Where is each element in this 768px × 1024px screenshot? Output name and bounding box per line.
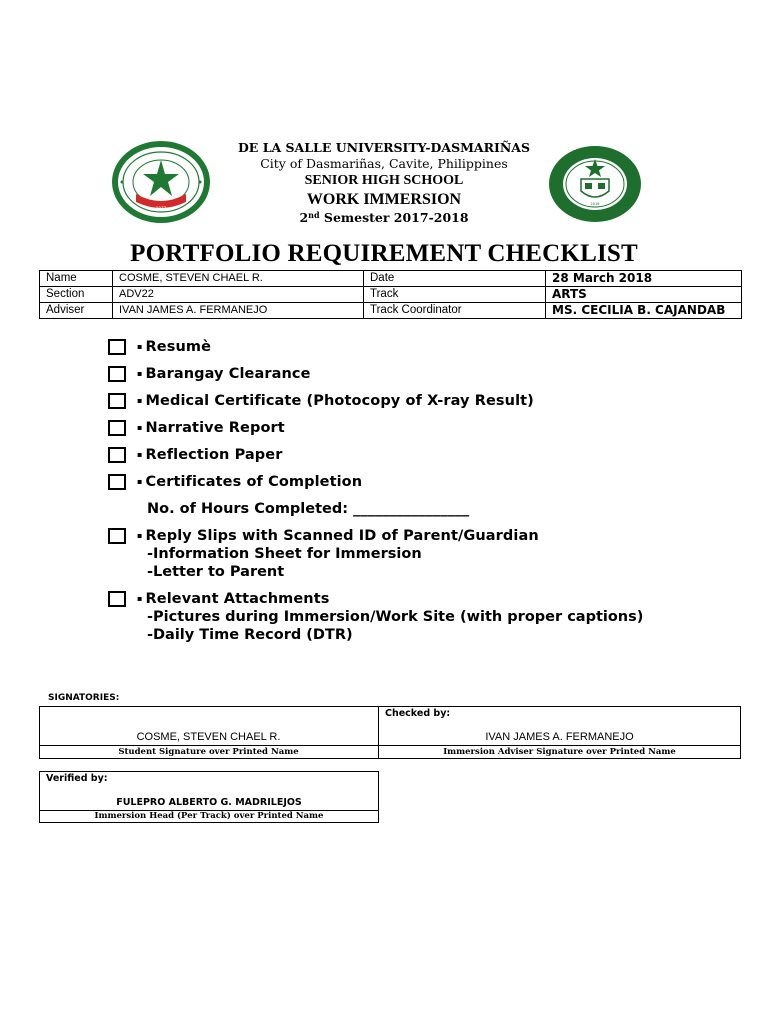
section-value: ADV22 bbox=[113, 287, 364, 303]
adviser-signature-caption: Immersion Adviser Signature over Printed Name bbox=[443, 747, 676, 757]
list-item: ▪ Reply Slips with Scanned ID of Parent/Guardian bbox=[137, 528, 539, 544]
checkbox-relevant-attachments[interactable] bbox=[108, 591, 126, 607]
signatories-label: SIGNATORIES: bbox=[48, 693, 120, 703]
checkbox-barangay-clearance[interactable] bbox=[108, 366, 126, 382]
checkbox-resume[interactable] bbox=[108, 339, 126, 355]
list-item: ▪ Certificates of Completion bbox=[137, 474, 363, 490]
checkbox-reply-slips[interactable] bbox=[108, 528, 126, 544]
sub-item: -Letter to Parent bbox=[147, 564, 285, 580]
page-title: PORTFOLIO REQUIREMENT CHECKLIST bbox=[130, 240, 638, 267]
checkbox-reflection-paper[interactable] bbox=[108, 447, 126, 463]
student-printed-name: COSME, STEVEN CHAEL R. bbox=[136, 731, 281, 743]
head-printed-name: FULEPRO ALBERTO G. MADRILEJOS bbox=[116, 797, 302, 808]
table-row bbox=[40, 271, 742, 287]
university-address: City of Dasmariñas, Cavite, Philippines bbox=[260, 156, 508, 171]
checkbox-certificates-of-completion[interactable] bbox=[108, 474, 126, 490]
list-item: ▪ Reflection Paper bbox=[137, 447, 283, 463]
date-label: Date bbox=[364, 271, 546, 287]
coordinator-label: Track Coordinator bbox=[364, 303, 546, 319]
adviser-value: IVAN JAMES A. FERMANEJO bbox=[113, 303, 364, 319]
student-info-table bbox=[39, 270, 742, 319]
name-value: COSME, STEVEN CHAEL R. bbox=[113, 271, 364, 287]
sub-item: -Information Sheet for Immersion bbox=[147, 546, 422, 562]
table-row bbox=[40, 303, 742, 319]
track-label: Track bbox=[364, 287, 546, 303]
hours-completed-field[interactable]: No. of Hours Completed: ________________ bbox=[147, 501, 470, 517]
name-label: Name bbox=[40, 271, 113, 287]
adviser-label: Adviser bbox=[40, 303, 113, 319]
divider bbox=[39, 745, 741, 746]
date-value: 28 March 2018 bbox=[546, 271, 742, 287]
head-signature-caption: Immersion Head (Per Track) over Printed Name bbox=[94, 811, 324, 821]
table-row bbox=[40, 287, 742, 303]
adviser-printed-name: IVAN JAMES A. FERMANEJO bbox=[485, 731, 634, 743]
student-signature-caption: Student Signature over Printed Name bbox=[118, 747, 299, 757]
coordinator-value: MS. CECILIA B. CAJANDAB bbox=[546, 303, 742, 319]
list-item: ▪ Narrative Report bbox=[137, 420, 285, 436]
list-item: ▪ Relevant Attachments bbox=[137, 591, 330, 607]
list-item: ▪ Barangay Clearance bbox=[137, 366, 311, 382]
university-name: DE LA SALLE UNIVERSITY-DASMARIÑAS bbox=[237, 140, 531, 155]
school-name: SENIOR HIGH SCHOOL bbox=[304, 173, 464, 188]
list-item: ▪ Medical Certificate (Photocopy of X-ray Result) bbox=[137, 393, 534, 409]
checkbox-narrative-report[interactable] bbox=[108, 420, 126, 436]
svg-text:2016: 2016 bbox=[590, 202, 600, 206]
sub-item: -Pictures during Immersion/Work Site (with proper captions) bbox=[147, 609, 644, 625]
checkbox-medical-certificate[interactable] bbox=[108, 393, 126, 409]
semester: 2nd Semester 2017-2018 bbox=[299, 210, 469, 225]
checked-by-label: Checked by: bbox=[385, 708, 451, 719]
track-value: ARTS bbox=[546, 287, 742, 303]
section-label: Section bbox=[40, 287, 113, 303]
verified-by-label: Verified by: bbox=[46, 773, 108, 784]
program-name: WORK IMMERSION bbox=[306, 191, 462, 208]
list-item: ▪ Resumè bbox=[137, 339, 212, 355]
svg-text:1977: 1977 bbox=[155, 206, 167, 211]
sub-item: -Daily Time Record (DTR) bbox=[147, 627, 353, 643]
